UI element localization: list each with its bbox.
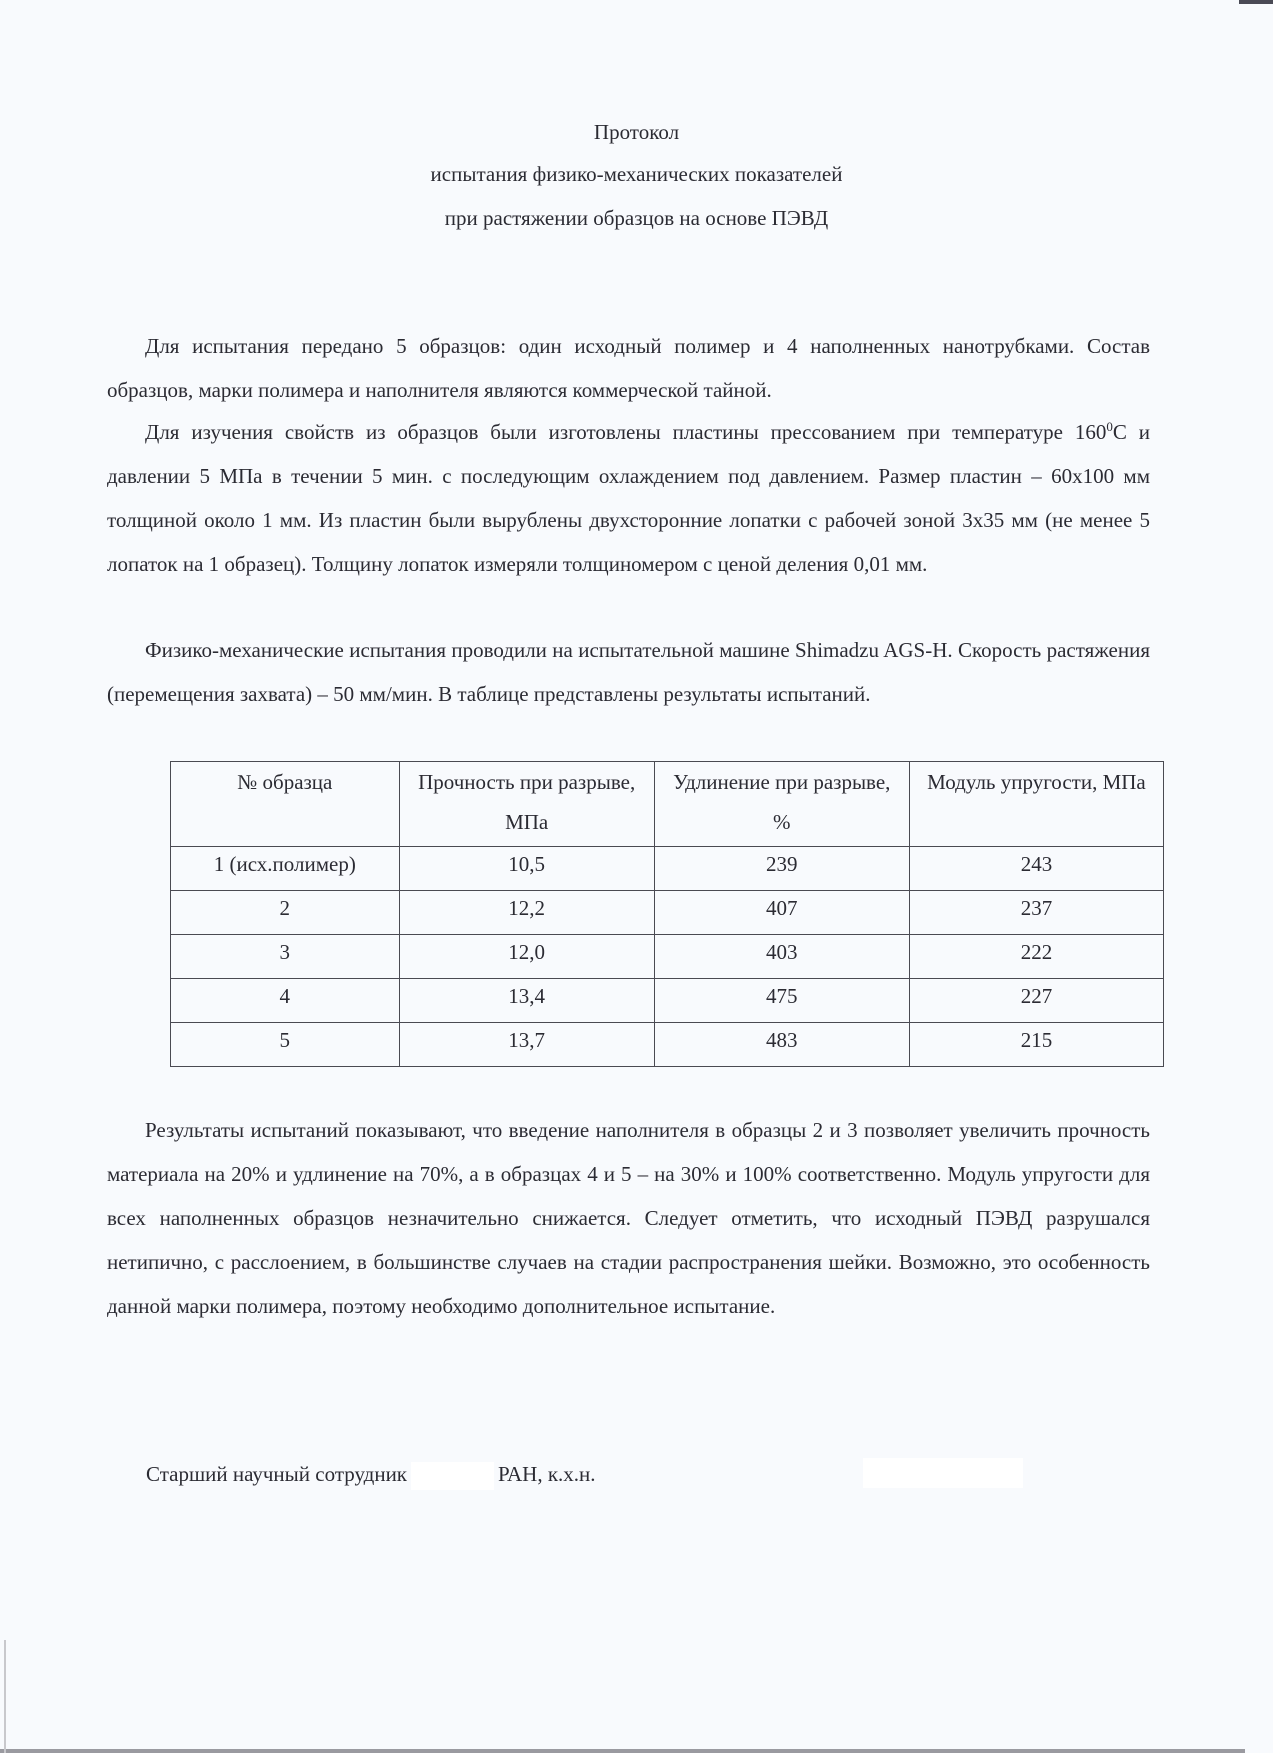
cell-strength: 13,4: [399, 979, 654, 1023]
cell-elongation: 239: [654, 847, 909, 891]
paragraph-samples: Для испытания передано 5 образцов: один исходный полимер и 4 наполненных нанотрубками. Состав образцов, марки полимера и наполнителя являются коммерческой тайной.: [107, 334, 1150, 402]
scan-edge-artifact: [0, 1749, 1245, 1753]
document-title: Протокол: [593, 120, 680, 144]
column-header-modulus: Модуль упругости, МПа: [909, 762, 1163, 847]
cell-elongation: 475: [654, 979, 909, 1023]
cell-sample: 2: [171, 891, 400, 935]
table-row: [171, 847, 1164, 891]
paragraph-preparation: [107, 410, 1150, 586]
column-header-sample: № образца: [171, 762, 400, 847]
column-header-elongation: Удлинение при разрыве, %: [654, 762, 909, 847]
cell-sample: 4: [171, 979, 400, 1023]
cell-strength: 13,7: [399, 1023, 654, 1067]
cell-sample: 5: [171, 1023, 400, 1067]
scan-edge-artifact: [1239, 0, 1273, 4]
cell-sample: 3: [171, 935, 400, 979]
cell-modulus: 237: [909, 891, 1163, 935]
redacted-institution: [411, 1462, 494, 1490]
cell-modulus: 222: [909, 935, 1163, 979]
cell-strength: 10,5: [399, 847, 654, 891]
table-header-row: [171, 762, 1164, 847]
paragraph-testing-method: Физико-механические испытания проводили на испытательной машине Shimadzu AGS-H. Скорость растяжения (перемещения захвата) – 50 мм/мин. В таблице представлены результаты испытаний.: [107, 638, 1150, 706]
paragraph-conclusions: Результаты испытаний показывают, что введение наполнителя в образцы 2 и 3 позволяет увеличить прочность материала на 20% и удлинение на 70%, а в образцах 4 и 5 – на 30% и 100% соответственно. Модуль упругости для всех наполненных образцов незначительно снижается. Следует отметить, что исходный ПЭВД разрушался нетипично, с расслоением, в большинстве случаев на стадии распространения шейки. Возможно, это особенность данной марки полимера, поэтому необходимо дополнительное испытание.: [107, 1118, 1150, 1318]
cell-modulus: 215: [909, 1023, 1163, 1067]
cell-elongation: 403: [654, 935, 909, 979]
degree-superscript: 0: [1106, 419, 1113, 434]
cell-strength: 12,2: [399, 891, 654, 935]
document-subtitle-line2: при растяжении образцов на основе ПЭВД: [444, 206, 829, 230]
table-row: [171, 1023, 1164, 1067]
redacted-signatory-name: [863, 1458, 1023, 1488]
signature-line: [146, 1460, 596, 1490]
paragraph-preparation-part2: С и давлении 5 МПа в течении 5 мин. с последующим охлаждением под давлением. Размер пластин – 60х100 мм толщиной около 1 мм. Из пластин были вырублены двухсторонние лопатки с рабочей зоной 3х35 мм (не менее 5 лопаток на 1 образец). Толщину лопаток измеряли толщиномером с ценой деления 0,01 мм.: [107, 420, 1150, 576]
cell-sample: 1 (исх.полимер): [171, 847, 400, 891]
cell-modulus: 243: [909, 847, 1163, 891]
scan-edge-artifact: [4, 1640, 6, 1753]
document-subtitle-line1: испытания физико-механических показателей: [430, 162, 843, 186]
cell-elongation: 483: [654, 1023, 909, 1067]
cell-elongation: 407: [654, 891, 909, 935]
table-row: [171, 979, 1164, 1023]
results-table: [170, 761, 1164, 1067]
signatory-position: Старший научный сотрудник: [146, 1462, 408, 1486]
signatory-degree: РАН, к.х.н.: [498, 1462, 596, 1486]
paragraph-preparation-part1: Для изучения свойств из образцов были изготовлены пластины прессованием при температуре 160: [145, 420, 1107, 444]
cell-modulus: 227: [909, 979, 1163, 1023]
table-row: [171, 935, 1164, 979]
table-row: [171, 891, 1164, 935]
column-header-strength: Прочность при разрыве, МПа: [399, 762, 654, 847]
cell-strength: 12,0: [399, 935, 654, 979]
